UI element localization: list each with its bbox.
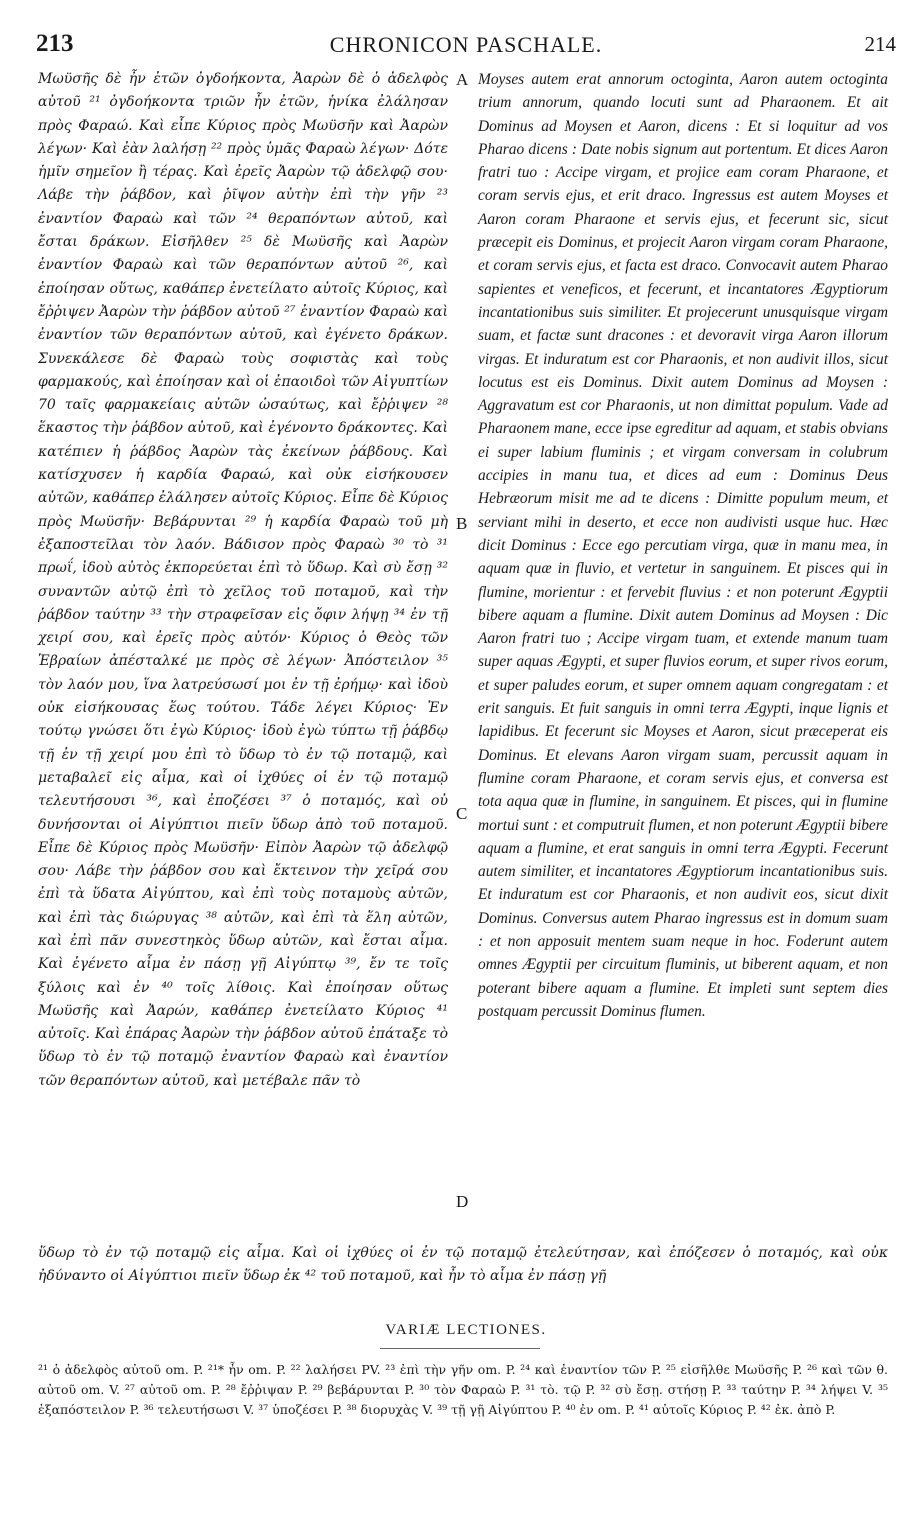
latin-text: Moyses autem erat annorum octoginta, Aaron autem octoginta trium annorum, quando locuti sunt ad Pharaonem. Et ait Dominus ad Moysen et Aaron, dicens : Et si loquitur ad vos Pharao dicens : Date nobis signum aut portentum. Et dices Aaron fratri tuo : Accipe virgam, et projice eam coram Pharaone, et coram servis ejus, et erit draco. Ingressus est autem Moyses et Aaron coram Pharaone et servis ejus, et fecerunt sic, sicut præcepit eis Dominus, et projecit Aaron virgam coram Pharaone, et coram servis ejus, et facta est draco. Convocavit autem Pharao sapientes et veneficos, et fecerunt, et incantatores Ægyptiorum incantationibus suis similiter. Et projecerunt unusquisque virgam suam, et factæ sunt dracones : et devoravit virga Aaron illorum virgas. Et induratum est cor Pharaonis, et non audivit illos, sicut locutus est eis Dominus. Dixit autem Dominus ad Moysen : Aggravatum est cor Pharaonis, ut non dimittat populum. Vade ad Pharaonem mane, ecce ipse egreditur ad aquam, et stabis obvians ei super labium fluminis ; et virgam conversam in colubrum accipies in manu tua, et dices ad eum : Dominus Deus Hebræorum misit me ad te dicens : Dimitte populum meum, et serviant mihi in deserto, et ecce non audivisti usque huc. Hæc dicit Dominus : Ecce ego percutiam virga, quæ in manu mea, in aquam quæ in fluvio, et vertetur in sanguinem. Et pisces qui in flumine, morientur : et fervebit fluvius : et non poterunt Ægyptii bibere aquam a flumine. Dixit autem Dominus ad Moysen : Dic Aaron fratri tuo ; Accipe virgam tuam, et extende manum tuam super aquas Ægypti, et super fluvios eorum, et super rivos eorum, et super paludes eorum, et super omnem aquam congregatam : et erit sanguis. Et fuit sanguis in omni terra Ægypti, inque lignis et lapidibus. Et fecerunt sic Moyses et Aaron, sicut præceperat eis Dominus. Et elevans Aaron virgam suam, percussit aquam in flumine coram Pharaone, et coram servis ejus, et conversa est tota aqua quæ in flumine, in sanguinem. Et pisces, qui in flumine mortui sunt : et computruit flumen, et non poterunt Ægyptii bibere aquam a flumine, et erat sanguis in omni terra Ægypti. Fecerunt autem similiter, et incantatores Ægyptiorum incantationibus suis. Et induratum est cor Pharaonis, et non audivit eos, sicut dixit Dominus. Conversus autem Pharao ingressus est in domum suam : et non apposuit mentem suam neque in hoc. Foderunt autem omnes Ægyptii per circuitum fluminis, ut biberent aquam, et non poterant bibere aquam a flumine. Et impleti sunt septem dies postquam percussit Dominus flumen. <box>478 71 888 1020</box>
margin-markers <box>456 68 474 1268</box>
marker-b: B <box>456 514 468 533</box>
variae-heading: VARIÆ LECTIONES. <box>385 1322 547 1338</box>
marker-c: C <box>456 804 468 823</box>
marker-d: D <box>456 1192 469 1211</box>
latin-column <box>478 68 888 1298</box>
page-header <box>36 30 896 64</box>
running-title: CHRONICON PASCHALE. <box>329 32 603 57</box>
greek-continuation: ὕδωρ τὸ ἐν τῷ ποταμῷ εἰς αἷμα. Καὶ οἱ ἰχθύες οἱ ἐν τῷ ποταμῷ ἐτελεύτησαν, καὶ ἐπόζεσεν ὁ ποταμός, καὶ οὐκ ἠδύναντο οἱ Αἰγύπτιοι πιεῖν ὕδωρ ἐκ ⁴² τοῦ ποταμοῦ, καὶ ἦν τὸ αἷμα ἐν πάσῃ γῇ <box>38 1245 888 1284</box>
variae-lectiones: ²¹ ὁ ἀδελφὸς αὐτοῦ om. P. ²¹* ἦν om. P. ²² λαλήσει PV. ²³ ἐπὶ τὴν γῆν om. P. ²⁴ καὶ ἐναντίον τῶν P. ²⁵ εἰσῆλθε Μωϋσῆς P. ²⁶ καὶ τῶν θ. αὐτοῦ om. V. ²⁷ αὐτοῦ om. P. ²⁸ ἔῤῥιψαν P. ²⁹ βεβάρυνται P. ³⁰ τὸν Φαραὼ P. ³¹ τὸ. τῷ P. ³² σὺ ἔσῃ. στήσῃ P. ³³ ταύτην P. ³⁴ λήψει V. ³⁵ ἐξαπόστειλον P. ³⁶ τελευτήσωσι V. ³⁷ ὑποζέσει P. ³⁸ διορυχὰς V. ³⁹ τῇ γῇ Αἰγύπτου P. ⁴⁰ ἐν om. P. ⁴¹ αὐτοῖς Κύριος P. ⁴² ἐκ. ἀπὸ P. <box>38 1362 888 1417</box>
page-number-left: 213 <box>36 30 74 57</box>
greek-text: Μωϋσῆς δὲ ἦν ἐτῶν ὀγδοήκοντα, Ἀαρὼν δὲ ὁ ἀδελφὸς αὐτοῦ ²¹ ὀγδοήκοντα τριῶν ἦν ἐτῶν, ἡνίκα ἐλάλησαν πρὸς Φαραώ. Καὶ εἶπε Κύριος πρὸς Μωϋσῆν καὶ Ἀαρὼν λέγων· Καὶ ἐὰν λαλήσῃ ²² πρὸς ὑμᾶς Φαραὼ λέγων· Δότε ἡμῖν σημεῖον ἢ τέρας. Καὶ ἐρεῖς Ἀαρὼν τῷ ἀδελφῷ σου· Λάβε τὴν ῥάβδον, καὶ ῥῖψον αὐτὴν ἐπὶ τὴν γῆν ²³ ἐναντίον Φαραὼ καὶ τῶν ²⁴ θεραπόντων αὐτοῦ, καὶ ἔσται δράκων. Εἰσῆλθεν ²⁵ δὲ Μωϋσῆς καὶ Ἀαρὼν ἐναντίον Φαραὼ καὶ τῶν θεραπόντων αὐτοῦ ²⁶, καὶ ἐποίησαν οὕτως, καθάπερ ἐνετείλατο αὐτοῖς Κύριος, καὶ ἔῤῥιψεν Ἀαρὼν τὴν ῥάβδον αὐτοῦ ²⁷ ἐναντίον Φαραὼ καὶ ἐναντίον τῶν θεραπόντων αὐτοῦ, καὶ ἐγένετο δράκων. Συνεκάλεσε δὲ Φαραὼ τοὺς σοφιστὰς καὶ τοὺς φαρμακούς, καὶ ἐποίησαν καὶ οἱ ἐπαοιδοὶ τῶν Αἰγυπτίων 70 ταῖς φαρμακείαις αὐτῶν ὡσαύτως, καὶ ἔῤῥιψεν ²⁸ ἕκαστος τὴν ῥάβδον αὐτοῦ, καὶ ἐγένοντο δράκοντες. Καὶ κατέπιεν ἡ ῥάβδος Ἀαρὼν τὰς ἐκείνων ῥάβδους. Καὶ κατίσχυσεν ἡ καρδία Φαραώ, καὶ οὐκ εἰσήκουσεν αὐτῶν, καθάπερ ἐλάλησεν αὐτοῖς Κύριος. Εἶπε δὲ Κύριος πρὸς Μωϋσῆν· Βεβάρυνται ²⁹ ἡ καρδία Φαραὼ τοῦ μὴ ἐξαποστεῖλαι τὸν λαόν. Βάδισον πρὸς Φαραὼ ³⁰ τὸ ³¹ πρωΐ, ἰδοὺ αὐτὸς ἐκπορεύεται ἐπὶ τὸ ὕδωρ. Καὶ σὺ ἔσῃ ³² συναντῶν αὐτῷ ἐπὶ τὸ χεῖλος τοῦ ποταμοῦ, καὶ τὴν ῥάβδον ταύτην ³³ τὴν στραφεῖσαν εἰς ὄφιν λήψῃ ³⁴ ἐν τῇ χειρί σου, καὶ ἐρεῖς πρὸς αὐτόν· Κύριος ὁ Θεὸς τῶν Ἑβραίων ἀπέσταλκέ με πρὸς σὲ λέγων· Ἀπόστειλον ³⁵ τὸν λαόν μου, ἵνα λατρεύσωσί μοι ἐν τῇ ἐρήμῳ· καὶ ἰδοὺ οὐκ εἰσήκουσας ἕως τούτου. Τάδε λέγει Κύριος· Ἐν τούτῳ γνώσει ὅτι ἐγὼ Κύριος· ἰδοὺ ἐγὼ τύπτω τῇ ῥάβδῳ τῇ ἐν τῇ χειρί μου ἐπὶ τὸ ὕδωρ τὸ ἐν τῷ ποταμῷ, καὶ μεταβαλεῖ εἰς αἷμα, καὶ οἱ ἰχθύες οἱ ἐν τῷ ποταμῷ τελευτήσουσι ³⁶, καὶ ἐποζέσει ³⁷ ὁ ποταμός, καὶ οὐ δυνήσονται οἱ Αἰγύπτιοι πιεῖν ὕδωρ ἀπὸ τοῦ ποταμοῦ. Εἶπε δὲ Κύριος πρὸς Μωϋσῆν· Εἰπὸν Ἀαρὼν τῷ ἀδελφῷ σου· Λάβε τὴν ῥάβδον σου καὶ ἔκτεινον τὴν χεῖρά σου ἐπὶ τὰ ὕδατα Αἰγύπτου, καὶ ἐπὶ τοὺς ποταμοὺς αὐτῶν, καὶ ἐπὶ τὰς διώρυγας ³⁸ αὐτῶν, καὶ ἐπὶ τὰ ἕλη αὐτῶν, καὶ ἐπὶ πᾶν συνεστηκὸς ὕδωρ αὐτῶν, καὶ ἔσται αἷμα. Καὶ ἐγένετο αἷμα ἐν πάσῃ γῇ Αἰγύπτῳ ³⁹, ἔν τε τοῖς ξύλοις καὶ ἐν ⁴⁰ τοῖς λίθοις. Καὶ ἐποίησαν οὕτως Μωϋσῆς καὶ Ἀαρών, καθάπερ ἐνετείλατο Κύριος ⁴¹ αὐτοῖς. Καὶ ἐπάρας Ἀαρὼν τὴν ῥάβδον αὐτοῦ ἐπάταξε τὸ ὕδωρ τὸ ἐν τῷ ποταμῷ ἐναντίον Φαραὼ καὶ ἐναντίον τῶν θεραπόντων αὐτοῦ, καὶ μετέβαλε πᾶν τὸ <box>38 71 448 1089</box>
page-number-right: 214 <box>864 32 896 56</box>
greek-column <box>38 68 448 1298</box>
marker-a: A <box>456 70 469 89</box>
variae-rule <box>380 1348 540 1349</box>
